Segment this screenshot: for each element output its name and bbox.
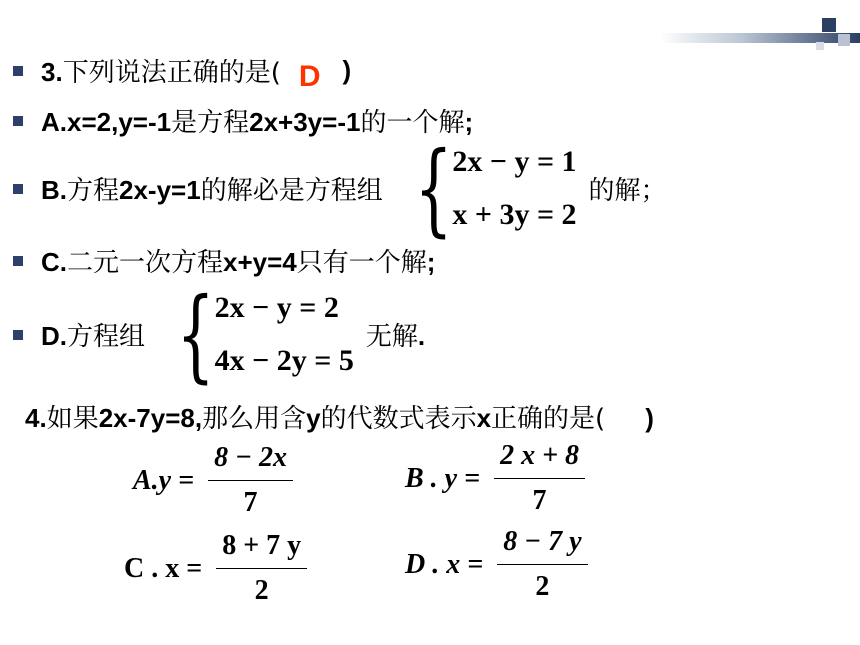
question-3-stem xyxy=(13,52,352,93)
bullet-square-icon xyxy=(13,66,23,76)
bullet-square-icon xyxy=(13,256,23,266)
option-d-system-eq1: 2x − y = 2 xyxy=(214,291,339,324)
choice-a-lhs: A.y = xyxy=(133,464,195,496)
option-b xyxy=(13,129,667,247)
q3-answer: D xyxy=(298,59,321,93)
left-brace-icon: { xyxy=(176,275,215,393)
left-brace-icon: { xyxy=(414,129,453,247)
option-b-system-eq2: x + 3y = 2 xyxy=(452,197,577,231)
choice-b-fraction xyxy=(494,440,585,517)
option-b-text-2: 的解必是方程组 xyxy=(200,176,383,206)
option-d-system xyxy=(151,275,354,393)
option-d-system-eq2: 4x − 2y = 5 xyxy=(214,343,354,377)
option-a-text-1: 是方程 xyxy=(171,108,250,138)
choice-c-numerator: 8 + 7 y xyxy=(222,530,302,561)
option-b-system xyxy=(389,129,577,247)
choice-d-numerator: 8 − 7 y xyxy=(503,526,582,557)
choice-c-denominator: 2 xyxy=(216,568,307,607)
q3-close-paren: ) xyxy=(342,55,352,85)
choice-b-lhs: B . y = xyxy=(405,462,481,494)
choice-a-denominator: 7 xyxy=(208,480,293,519)
option-d-label: D. xyxy=(41,321,67,351)
choice-a-fraction xyxy=(208,442,293,519)
option-b-label: B. xyxy=(41,175,67,205)
choice-b-denominator: 7 xyxy=(494,478,585,517)
option-d-text-2: 无解 xyxy=(365,322,418,352)
choice-a-numerator: 8 − 2x xyxy=(214,442,288,473)
q3-text: 下列说法正确的是( xyxy=(62,58,281,88)
q4-number: 4. xyxy=(25,403,47,433)
choice-c-fraction xyxy=(216,530,307,607)
option-c-text-2: 只有一个解 xyxy=(296,248,427,278)
q4-text-2: 那么用含 xyxy=(202,404,307,434)
q4-equation: 2x-7y=8, xyxy=(98,403,203,433)
choice-d-denominator: 2 xyxy=(497,564,587,603)
option-d-end: . xyxy=(417,321,426,351)
option-c-equation: x+y=4 xyxy=(223,247,297,277)
option-a xyxy=(13,102,473,139)
corner-square-pale xyxy=(816,42,824,50)
q4-var-y: y xyxy=(306,403,321,433)
option-c-text-1: 二元一次方程 xyxy=(67,248,224,278)
option-a-label: A. xyxy=(41,107,67,137)
q3-number: 3. xyxy=(41,57,63,87)
option-b-equation: 2x-y=1 xyxy=(119,175,201,205)
q4-close-paren: ) xyxy=(645,403,654,433)
option-c xyxy=(13,242,435,279)
q4-text-1: 如果 xyxy=(46,404,99,434)
choice-d-lhs: D . x = xyxy=(405,548,484,580)
corner-square-light xyxy=(838,34,850,46)
option-d-text-1: 方程组 xyxy=(67,322,146,352)
option-a-end: ; xyxy=(464,107,474,137)
choice-b-numerator: 2 x + 8 xyxy=(500,440,580,471)
option-a-text-2: 的一个解 xyxy=(360,108,465,138)
bullet-square-icon xyxy=(13,116,23,126)
option-c-label: C. xyxy=(41,247,67,277)
bullet-square-icon xyxy=(13,330,23,340)
option-c-end: ; xyxy=(426,247,436,277)
question-4-stem xyxy=(25,398,654,435)
option-a-values: x=2,y=-1 xyxy=(67,107,172,137)
corner-gradient-bar xyxy=(660,33,860,43)
option-d xyxy=(13,275,426,393)
choice-c-lhs: C . x = xyxy=(124,552,203,584)
option-b-system-eq1: 2x − y = 1 xyxy=(452,145,577,178)
choice-c xyxy=(124,530,307,607)
choice-d-fraction xyxy=(497,526,587,603)
corner-square-dark xyxy=(822,18,836,32)
choice-b xyxy=(405,440,585,517)
choice-a xyxy=(133,442,293,519)
choice-d xyxy=(405,526,588,603)
q4-var-x: x xyxy=(476,403,492,433)
q4-text-4: 正确的是( xyxy=(491,404,606,434)
option-b-text-3: 的解； xyxy=(588,176,667,206)
option-a-equation: 2x+3y=-1 xyxy=(249,107,361,137)
bullet-square-icon xyxy=(13,184,23,194)
option-b-text-1: 方程 xyxy=(67,176,120,206)
q4-text-3: 的代数式表示 xyxy=(320,404,477,434)
